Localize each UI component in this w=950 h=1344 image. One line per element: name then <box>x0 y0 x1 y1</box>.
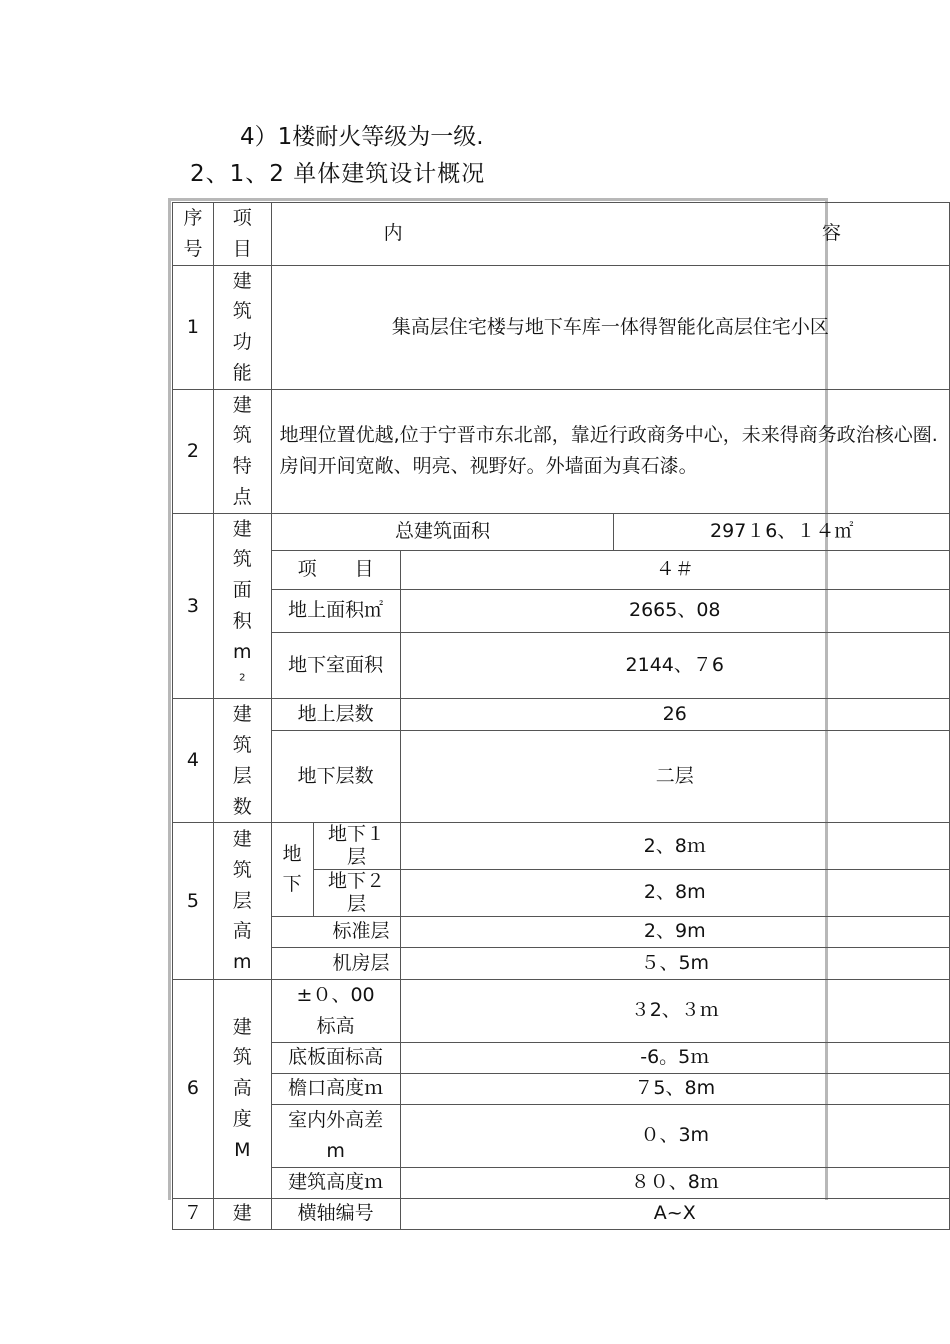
sub-header-label: 项 目 <box>271 551 400 590</box>
row7-item: 建 <box>213 1198 271 1229</box>
section-heading: 2、1、2 单体建筑设计概况 <box>190 161 486 187</box>
table-row <box>173 513 950 550</box>
row3-item: 建筑面积$m^2$ <box>213 513 271 699</box>
building-overview-table <box>172 202 950 1230</box>
table-row <box>173 389 950 513</box>
standard-floor-label: 标准层 <box>271 916 400 947</box>
axis-number-label: 横轴编号 <box>271 1198 400 1229</box>
zero-elevation-label: ±０、00标高 <box>271 979 400 1042</box>
basement-group-label: 地下 <box>271 823 313 916</box>
header-content <box>271 203 949 266</box>
table-row <box>173 947 950 979</box>
slab-elevation-value: -6。5ｍ <box>400 1042 949 1073</box>
row5-seq: 5 <box>173 823 214 979</box>
table-row <box>173 589 950 632</box>
machine-room-value: ５、5m <box>400 947 949 979</box>
slab-elevation-label: 底板面标高 <box>271 1042 400 1073</box>
row3-seq: 3 <box>173 513 214 699</box>
basement-area-value: 2144、７6 <box>400 632 949 698</box>
fire-rating-line: 4）1楼耐火等级为一级. <box>240 124 484 150</box>
table-row <box>173 1073 950 1104</box>
table-row <box>173 1167 950 1198</box>
header-item: 项目 <box>213 203 271 266</box>
row2-content: 地理位置优越,位于宁晋市东北部，靠近行政商务中心，未来得商务政治核心圈.房间开间宽敞、明亮、视野好。外墙面为真石漆。 <box>271 389 949 513</box>
row7-seq: ７ <box>173 1198 214 1229</box>
above-floors-value: 26 <box>400 699 949 730</box>
row2-item: 建筑特点 <box>213 389 271 513</box>
indoor-outdoor-diff-value: ０、3m <box>400 1104 949 1167</box>
machine-room-label: 机房层 <box>271 947 400 979</box>
total-area-value: 297１6、１４㎡ <box>614 513 950 550</box>
row6-seq: 6 <box>173 979 214 1198</box>
header-content-right: 容 <box>821 222 841 245</box>
header-seq: 序号 <box>173 203 214 266</box>
b1-height-value: 2、8ｍ <box>400 823 949 870</box>
table-row <box>173 1198 950 1229</box>
eave-height-value: ７5、8m <box>400 1073 949 1104</box>
basement-area-label: 地下室面积 <box>271 632 400 698</box>
table-row <box>173 1104 950 1167</box>
row1-item: 建筑功能 <box>213 265 271 389</box>
row6-item: 建筑高度M <box>213 979 271 1198</box>
building-height-value: ８０、8ｍ <box>400 1167 949 1198</box>
table-row <box>173 730 950 823</box>
header-content-left: 内 <box>383 222 403 245</box>
axis-number-value: A~X <box>400 1198 949 1229</box>
below-floors-value: 二层 <box>400 730 949 823</box>
row1-seq: 1 <box>173 265 214 389</box>
above-area-value: 2665、08 <box>400 589 949 632</box>
row1-content: 集高层住宅楼与地下车库一体得智能化高层住宅小区 <box>271 265 949 389</box>
eave-height-label: 檐口高度ｍ <box>271 1073 400 1104</box>
sub-header-value: ４＃ <box>400 551 949 590</box>
table-row <box>173 265 950 389</box>
table-row <box>173 632 950 698</box>
b1-height-label: 地下１层 <box>313 823 400 870</box>
table-header-row <box>173 203 950 266</box>
table-row <box>173 699 950 730</box>
row5-item: 建筑层高m <box>213 823 271 979</box>
above-area-label: 地上面积㎡ <box>271 589 400 632</box>
building-height-label: 建筑高度ｍ <box>271 1167 400 1198</box>
indoor-outdoor-diff-label: 室内外高差m <box>271 1104 400 1167</box>
row2-seq: 2 <box>173 389 214 513</box>
row4-item: 建筑层数 <box>213 699 271 823</box>
b2-height-value: 2、8m <box>400 869 949 916</box>
table-row <box>173 823 950 870</box>
row4-seq: 4 <box>173 699 214 823</box>
standard-floor-value: 2、9m <box>400 916 949 947</box>
b2-height-label: 地下２层 <box>313 869 400 916</box>
table-row <box>173 979 950 1042</box>
table-row <box>173 551 950 590</box>
table-row <box>173 916 950 947</box>
squared-superscript: 2 <box>239 673 246 685</box>
table-row <box>173 1042 950 1073</box>
above-floors-label: 地上层数 <box>271 699 400 730</box>
below-floors-label: 地下层数 <box>271 730 400 823</box>
zero-elevation-value: ３2、３ｍ <box>400 979 949 1042</box>
total-area-label: 总建筑面积 <box>271 513 614 550</box>
